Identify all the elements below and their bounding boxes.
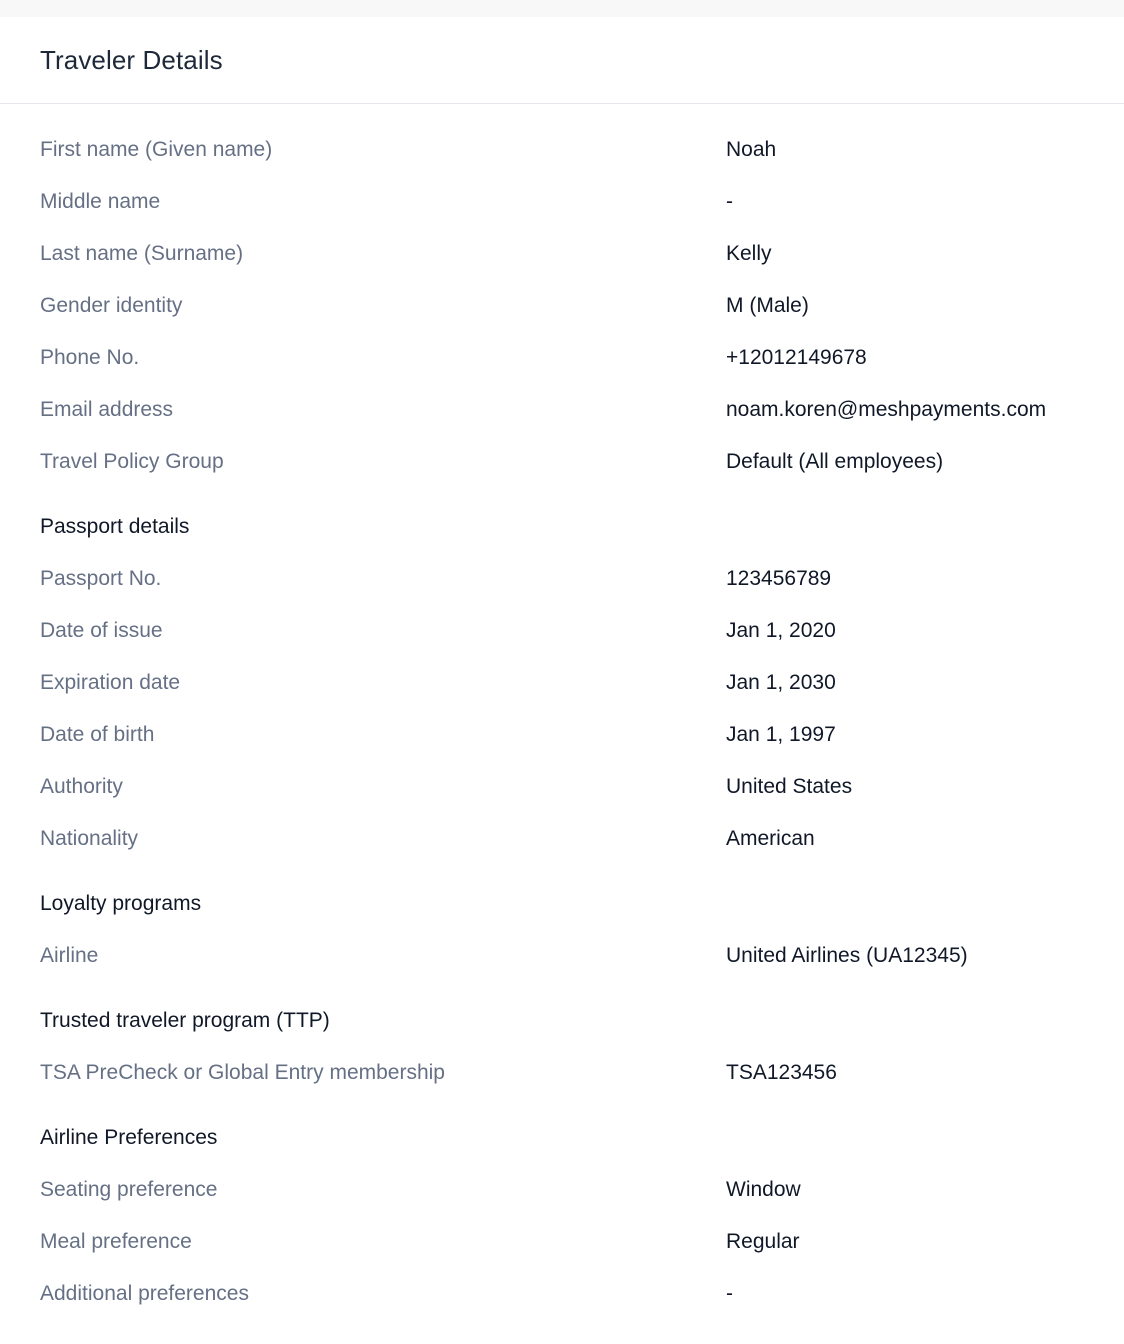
field-label: Middle name xyxy=(40,190,161,213)
field-value: Noah xyxy=(726,138,777,161)
detail-row-passport-no xyxy=(40,553,1124,605)
detail-row-gender xyxy=(40,280,1124,332)
detail-row-seating-preference xyxy=(40,1164,1124,1216)
detail-row-travel-policy-group xyxy=(40,436,1124,488)
field-label: First name (Given name) xyxy=(40,138,273,161)
section-title-loyalty: Loyalty programs xyxy=(40,892,202,915)
field-value: +12012149678 xyxy=(726,346,867,369)
card-body xyxy=(0,104,1124,1320)
detail-row-last-name xyxy=(40,228,1124,280)
field-value: United States xyxy=(726,775,853,798)
field-value: Kelly xyxy=(726,242,772,265)
field-value: - xyxy=(726,190,733,213)
field-value: United Airlines (UA12345) xyxy=(726,944,968,967)
detail-row-additional-preferences xyxy=(40,1268,1124,1320)
top-strip xyxy=(0,0,1124,17)
detail-row-first-name xyxy=(40,124,1124,176)
section-title-passport: Passport details xyxy=(40,515,190,538)
detail-row-authority xyxy=(40,761,1124,813)
field-value: TSA123456 xyxy=(726,1061,837,1084)
field-value: M (Male) xyxy=(726,294,809,317)
detail-row-date-of-issue xyxy=(40,605,1124,657)
field-label: Travel Policy Group xyxy=(40,450,224,473)
field-label: Phone No. xyxy=(40,346,140,369)
page-title: Traveler Details xyxy=(40,44,223,75)
field-label: Date of issue xyxy=(40,619,163,642)
field-value: Jan 1, 2020 xyxy=(726,619,836,642)
field-value: - xyxy=(726,1282,733,1305)
field-value: Default (All employees) xyxy=(726,450,944,473)
field-value: Regular xyxy=(726,1230,800,1253)
card-header xyxy=(0,17,1124,104)
traveler-details-card xyxy=(0,17,1124,1344)
detail-row-meal-preference xyxy=(40,1216,1124,1268)
field-label: Authority xyxy=(40,775,123,798)
field-value: Jan 1, 2030 xyxy=(726,671,836,694)
field-label: Date of birth xyxy=(40,723,155,746)
field-label: Seating preference xyxy=(40,1178,218,1201)
detail-row-middle-name xyxy=(40,176,1124,228)
field-label: Email address xyxy=(40,398,174,421)
field-label: Gender identity xyxy=(40,294,183,317)
field-value: Window xyxy=(726,1178,801,1201)
field-value: American xyxy=(726,827,815,850)
field-label: Last name (Surname) xyxy=(40,242,244,265)
field-value: noam.koren@meshpayments.com xyxy=(726,398,1047,421)
detail-row-date-of-birth xyxy=(40,709,1124,761)
detail-row-email xyxy=(40,384,1124,436)
detail-row-airline xyxy=(40,930,1124,982)
detail-row-phone xyxy=(40,332,1124,384)
field-label: Nationality xyxy=(40,827,139,850)
field-label: Expiration date xyxy=(40,671,181,694)
section-title-airline-preferences: Airline Preferences xyxy=(40,1126,218,1149)
detail-row-tsa-membership xyxy=(40,1047,1124,1099)
detail-row-nationality xyxy=(40,813,1124,865)
field-label: Passport No. xyxy=(40,567,162,590)
field-label: Airline xyxy=(40,944,99,967)
section-title-ttp: Trusted traveler program (TTP) xyxy=(40,1009,330,1032)
field-label: Meal preference xyxy=(40,1230,192,1253)
field-value: 123456789 xyxy=(726,567,832,590)
field-value: Jan 1, 1997 xyxy=(726,723,836,746)
field-label: Additional preferences xyxy=(40,1282,249,1305)
detail-row-expiration-date xyxy=(40,657,1124,709)
field-label: TSA PreCheck or Global Entry membership xyxy=(40,1061,445,1084)
